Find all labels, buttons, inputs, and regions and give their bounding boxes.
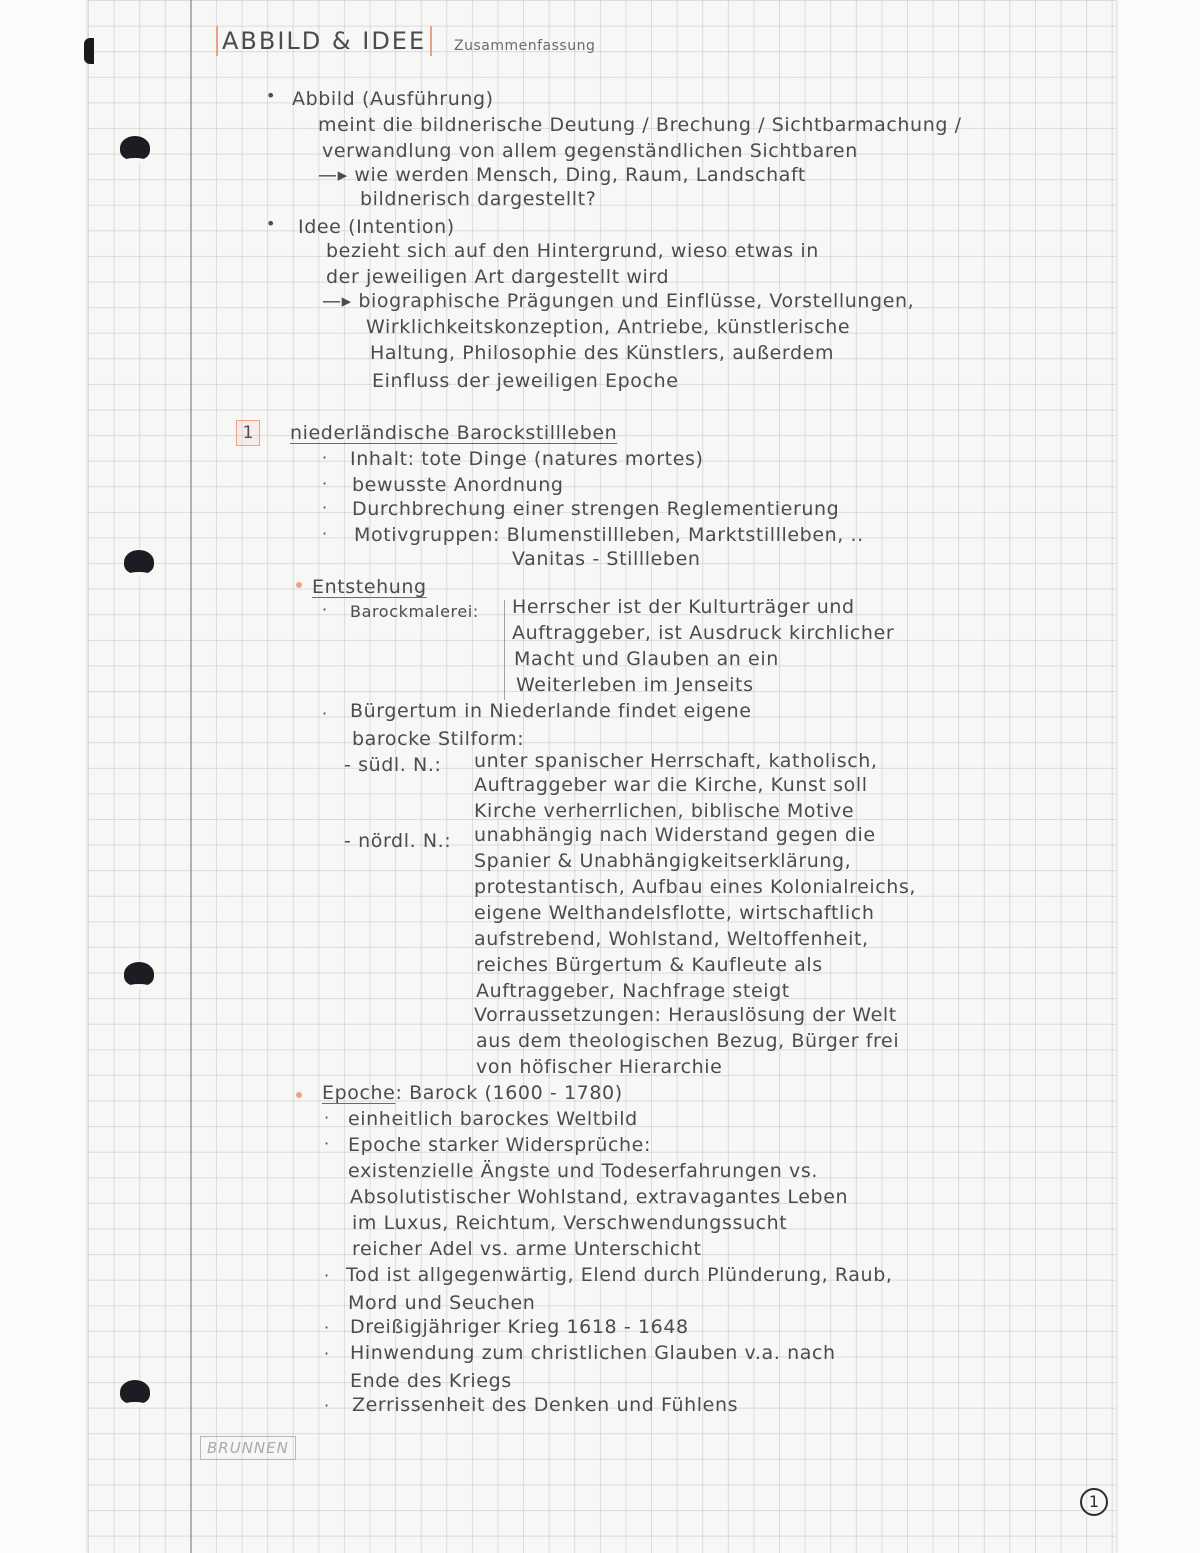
epoche-line: Hinwendung zum christlichen Glauben v.a. nach bbox=[350, 1342, 836, 1364]
section-item: Durchbrechung einer strengen Reglementierung bbox=[352, 498, 840, 520]
section-item: Vanitas - Stillleben bbox=[512, 548, 701, 570]
bullet-icon: · bbox=[322, 704, 328, 723]
buerger-line: barocke Stilform: bbox=[352, 728, 525, 750]
nord-line: Auftraggeber, Nachfrage steigt bbox=[476, 980, 790, 1002]
nord-line: aufstrebend, Wohlstand, Weltoffenheit, bbox=[474, 928, 869, 950]
binder-clip-mark bbox=[84, 38, 94, 64]
bullet-icon: · bbox=[324, 1134, 330, 1153]
epoche-line: Ende des Kriegs bbox=[350, 1370, 512, 1392]
bullet-icon: · bbox=[324, 1396, 330, 1415]
abbild-heading: Abbild (Ausführung) bbox=[292, 88, 494, 110]
sued-line: Kirche verherrlichen, biblische Motive bbox=[474, 800, 855, 822]
nord-line: unabhängig nach Widerstand gegen die bbox=[474, 824, 876, 846]
epoche-line: Tod ist allgegenwärtig, Elend durch Plünderung, Raub, bbox=[346, 1264, 893, 1286]
page-subtitle: Zusammenfassung bbox=[454, 38, 596, 54]
bullet-icon: · bbox=[322, 498, 328, 517]
barock-line: Macht und Glauben an ein bbox=[514, 648, 779, 670]
nord-label: - nördl. N.: bbox=[344, 830, 452, 852]
abbild-line: —▸ wie werden Mensch, Ding, Raum, Landschaft bbox=[318, 164, 806, 186]
bullet-icon: • bbox=[266, 86, 276, 105]
epoche-line: Epoche starker Widersprüche: bbox=[348, 1134, 651, 1156]
margin-line bbox=[190, 0, 192, 1553]
bullet-icon: · bbox=[324, 1266, 330, 1285]
bullet-icon: · bbox=[322, 600, 328, 619]
sued-line: unter spanischer Herrschaft, katholisch, bbox=[474, 750, 878, 772]
section-item: bewusste Anordnung bbox=[352, 474, 564, 496]
idee-line: bezieht sich auf den Hintergrund, wieso etwas in bbox=[326, 240, 819, 262]
idee-line: Haltung, Philosophie des Künstlers, außerdem bbox=[370, 342, 835, 364]
bullet-icon: · bbox=[324, 1318, 330, 1337]
epoche-heading-value: : Barock (1600 - 1780) bbox=[395, 1082, 623, 1104]
nord-line: Vorraussetzungen: Herauslösung der Welt bbox=[474, 1004, 897, 1026]
epoche-heading bbox=[322, 1082, 623, 1104]
orange-bullet-icon bbox=[296, 582, 302, 588]
punch-hole-icon bbox=[124, 962, 154, 986]
page-title: ABBILD & IDEE bbox=[216, 26, 432, 56]
barock-line: Auftraggeber, ist Ausdruck kirchlicher bbox=[512, 622, 895, 644]
barock-line: Herrscher ist der Kulturträger und bbox=[512, 596, 855, 618]
barock-label: Barockmalerei: bbox=[350, 602, 479, 621]
bullet-icon: • bbox=[266, 214, 276, 233]
epoche-line: im Luxus, Reichtum, Verschwendungssucht bbox=[352, 1212, 788, 1234]
brand-logo: BRUNNEN bbox=[200, 1436, 296, 1460]
punch-hole-icon bbox=[120, 136, 150, 160]
section-heading: niederländische Barockstillleben bbox=[290, 422, 618, 444]
sued-label: - südl. N.: bbox=[344, 754, 442, 776]
sued-line: Auftraggeber war die Kirche, Kunst soll bbox=[474, 774, 868, 796]
section-item: Inhalt: tote Dinge (natures mortes) bbox=[350, 448, 704, 470]
abbild-line: bildnerisch dargestellt? bbox=[360, 188, 597, 210]
section-number: 1 bbox=[236, 420, 260, 446]
epoche-line: reicher Adel vs. arme Unterschicht bbox=[352, 1238, 702, 1260]
punch-hole-icon bbox=[120, 1380, 150, 1404]
idee-line: der jeweiligen Art dargestellt wird bbox=[326, 266, 670, 288]
nord-line: von höfischer Hierarchie bbox=[476, 1056, 723, 1078]
bracket-line bbox=[504, 600, 505, 700]
barock-line: Weiterleben im Jenseits bbox=[516, 674, 754, 696]
nord-line: protestantisch, Aufbau eines Kolonialreichs, bbox=[474, 876, 917, 898]
bullet-icon: · bbox=[324, 1344, 330, 1363]
buerger-line: Bürgertum in Niederlande findet eigene bbox=[350, 700, 752, 722]
epoche-line: einheitlich barockes Weltbild bbox=[348, 1108, 638, 1130]
epoche-line: Zerrissenheit des Denken und Fühlens bbox=[352, 1394, 739, 1416]
page-number: 1 bbox=[1080, 1488, 1108, 1516]
abbild-line: verwandlung von allem gegenständlichen Sichtbaren bbox=[322, 140, 858, 162]
epoche-line: Dreißigjähriger Krieg 1618 - 1648 bbox=[350, 1316, 689, 1338]
orange-bullet-icon bbox=[296, 1092, 302, 1098]
nord-line: aus dem theologischen Bezug, Bürger frei bbox=[476, 1030, 900, 1052]
epoche-heading-label: Epoche bbox=[322, 1082, 396, 1104]
epoche-line: existenzielle Ängste und Todeserfahrungen vs. bbox=[348, 1160, 818, 1182]
bullet-icon: · bbox=[322, 524, 328, 543]
nord-line: reiches Bürgertum & Kaufleute als bbox=[476, 954, 823, 976]
epoche-line: Mord und Seuchen bbox=[348, 1292, 536, 1314]
section-item: Motivgruppen: Blumenstillleben, Marktstillleben, .. bbox=[354, 524, 864, 546]
idee-line: —▸ biographische Prägungen und Einflüsse, Vorstellungen, bbox=[322, 290, 915, 312]
bullet-icon: · bbox=[322, 474, 328, 493]
idee-line: Wirklichkeitskonzeption, Antriebe, künstlerische bbox=[366, 316, 851, 338]
nord-line: Spanier & Unabhängigkeitserklärung, bbox=[474, 850, 852, 872]
bullet-icon: · bbox=[322, 448, 328, 467]
idee-line: Einfluss der jeweiligen Epoche bbox=[372, 370, 679, 392]
abbild-line: meint die bildnerische Deutung / Brechung / Sichtbarmachung / bbox=[318, 114, 962, 136]
entstehung-heading: Entstehung bbox=[312, 576, 427, 598]
epoche-line: Absolutistischer Wohlstand, extravagantes Leben bbox=[350, 1186, 849, 1208]
nord-line: eigene Welthandelsflotte, wirtschaftlich bbox=[474, 902, 875, 924]
punch-hole-icon bbox=[124, 550, 154, 574]
idee-heading: Idee (Intention) bbox=[298, 216, 455, 238]
bullet-icon: · bbox=[324, 1108, 330, 1127]
